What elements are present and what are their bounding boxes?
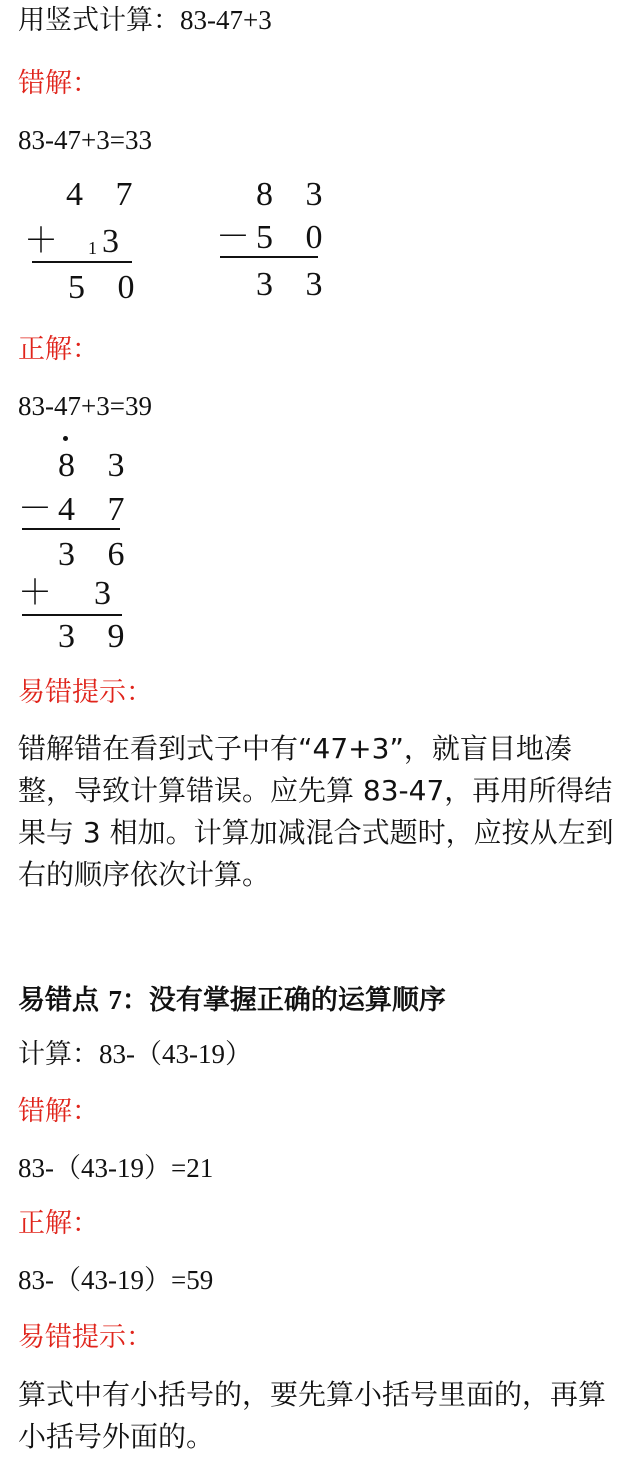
borrow-dot [63,436,68,441]
heading-expression: 83-47+3 [180,5,272,35]
calc-expression: 83-（43-19） [99,1039,252,1069]
calc-prefix: 计算： [18,1039,99,1070]
right-calc-result: 3 9 [58,618,137,655]
wrong-calc2-result: 3 3 [256,266,335,303]
section-title-number: 7 [108,985,122,1015]
right-calc-minus: － [18,491,64,528]
section-7-tip-label: 易错提示： [18,1322,153,1353]
right-calc-mid: 3 6 [58,536,137,573]
section-7-wrong-label: 错解： [18,1096,99,1127]
wrong-calc1-carry: 1 [88,238,97,258]
right-calc-row1: 8 3 [58,447,137,484]
wrong-calc2-row1: 8 3 [256,176,335,213]
wrong-calc1-rule [32,261,132,263]
section-7-calc [18,1036,252,1073]
wrong-calc2-minus: － [216,219,262,256]
tip-label: 易错提示： [18,677,153,708]
right-equation: 83-47+3=39 [18,391,152,421]
section-title-prefix: 易错点 [18,985,109,1016]
right-calc-rule-2 [22,614,122,616]
right-calc-row3: 3 [94,575,123,612]
wrong-calc1-row1: 4 7 [66,176,145,213]
wrong-solution-label: 错解： [18,68,99,99]
right-calc-rule-1 [22,528,120,530]
section-7-right-equation: 83-（43-19）=59 [18,1265,214,1295]
problem-heading [18,2,272,39]
heading-prefix: 用竖式计算： [18,5,180,36]
wrong-calc2-rule [220,256,318,258]
wrong-equation: 83-47+3=33 [18,125,152,155]
wrong-calc1-row2: 3 [102,223,131,260]
section-7-tip-paragraph: 算式中有小括号的，要先算小括号里面的，再算小括号外面的。 [18,1378,607,1453]
section-7-right-label: 正解： [18,1208,99,1239]
wrong-calc2-row2: 5 0 [256,219,335,256]
section-title-rest: ：没有掌握正确的运算顺序 [121,985,446,1016]
section-7-title [18,982,446,1019]
right-calc-plus: ＋ [18,575,64,612]
right-solution-label: 正解： [18,334,99,365]
tip-paragraph: 错解错在看到式子中有“47+3”，就盲目地凑整，导致计算错误。应先算 83-47，再用所得结果与 3 相加。计算加减混合式题时，应按从左到右的顺序依次计算。 [18,732,614,891]
section-7-wrong-equation: 83-（43-19）=21 [18,1153,214,1183]
wrong-calc1-result: 5 0 [68,269,147,306]
right-calc-row2: 4 7 [58,491,137,528]
wrong-calc1-plus: ＋ [24,223,70,260]
